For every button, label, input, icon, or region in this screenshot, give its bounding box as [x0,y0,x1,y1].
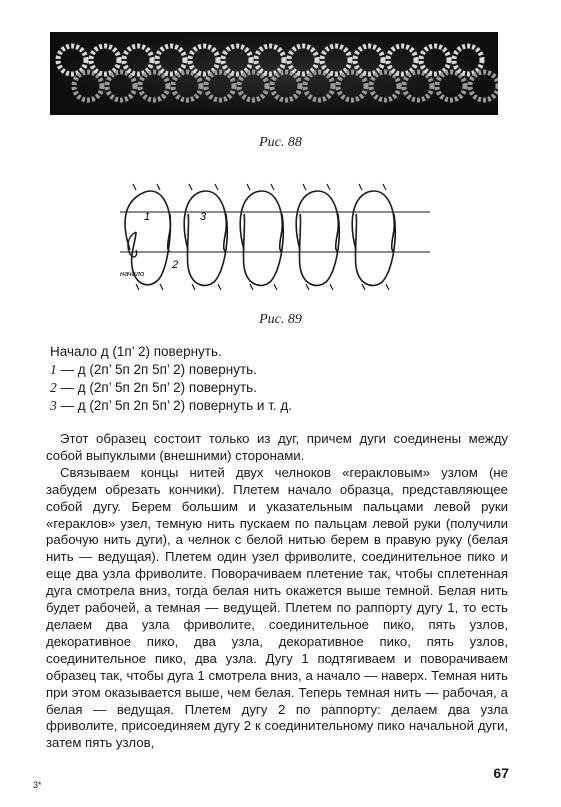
tatting-diagram [100,180,440,300]
picot-tick [271,184,274,190]
diagram-label-2: 2 [172,259,179,271]
picot-tick [330,284,333,290]
picot-tick [274,284,277,290]
page-number: 67 [493,765,509,781]
picot-tick [136,284,139,290]
picot-tick [218,284,221,290]
picot-tick [215,184,218,190]
picot-tick [303,184,306,190]
picot-tick [362,284,365,290]
instruction-line: Начало д (1п’ 2) повернуть. [50,344,222,359]
diagram-label-start: начало [120,269,145,278]
picot-tick [189,184,192,190]
picot-tick [247,184,250,190]
picot-tick [383,184,386,190]
instruction-line: 2 — д (2п’ 5п 2п 5п’ 2) повернуть. [50,380,257,395]
picot-tick [160,284,163,290]
signature-mark: 3* [33,780,42,790]
paragraph-2: Связываем концы нитей двух челноков «геракловым» узлом (не забудем обрезать кончики). Плетем начало образца, представляющее собой дугу. Берем большим и указательным пальцами левой руки «гераклов» узел, темную нить пускаем по пальцам левой руки (получили рабочую нить дуги), а челнок с белой нитью берем в правую руку (белая нить — ведущая). Плетем один узел фриволите, соединительное пико и еще два узла фриволите. Поворачиваем плетение так, чтобы сплетенная дуга смотрела вниз, тогда белая нить окажется выше темной. Белая нить будет рабочей, а темная — ведущей. Плетем по раппорту дугу 1, то есть делаем два узла фриволите, соединительное пико, пять узлов, декоративное пико, два узла, декоративное пико, пять узлов, соединительное пико, два узла. Дугу 1 подтягиваем и поворачиваем образец так, чтобы дуга 1 смотрела вниз, а начало — наверх. Темная нить при этом оказывается выше, чем белая. Теперь темная нить — рабочая, а белая — ведущая. Плетем дугу 2 по раппорту: делаем два узла фриволите, присоединяем дугу 2 к соединительному пико начальной дуги, затем пять узлов, [46,464,508,751]
paragraph-1: Этот образец состоит только из дуг, причем дуги соединены между собой выпуклыми (внешними) сторонами. [46,431,508,463]
picot-tick [133,184,136,190]
instruction-line: 3 — д (2п’ 5п 2п 5п’ 2) повернуть и т. д. [50,398,293,413]
lace-photo-art [50,32,498,115]
picot-tick [306,284,309,290]
picot-tick [250,284,253,290]
pattern-instructions [50,343,292,415]
figure-88-caption: Рис. 88 [259,135,302,150]
diagram-label-3: 3 [200,211,207,223]
picot-tick [327,184,330,190]
instruction-line: 1 — д (2п’ 5п 2п 5п’ 2) повернуть. [50,362,257,377]
picot-tick [157,184,160,190]
diagram-label-1: 1 [144,211,151,223]
picot-tick [192,284,195,290]
picot-tick [386,284,389,290]
figure-89-caption: Рис. 89 [259,312,302,327]
picot-tick [359,184,362,190]
body-text [46,431,508,752]
lace-photo [50,32,498,115]
